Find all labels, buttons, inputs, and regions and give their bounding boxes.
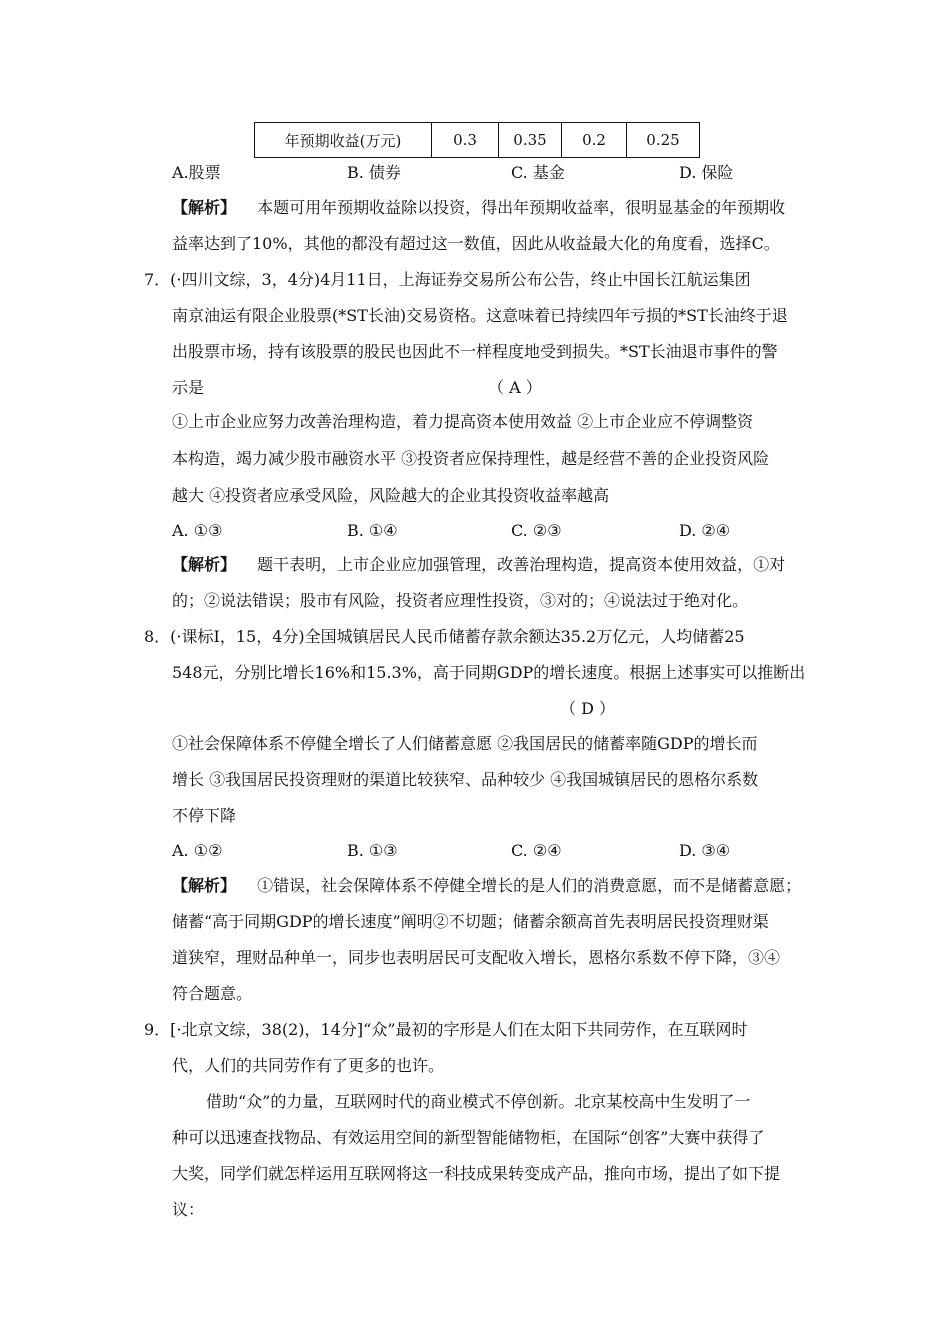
q7-answer: （ A ） (488, 378, 542, 397)
return-table (254, 122, 700, 158)
analysis-tag: 【解析】 (172, 555, 237, 574)
q7-statement-line: ①上市企业应努力改善治理构造，着力提高资本使用效益 ②上市企业应不停调整资 (172, 412, 754, 431)
q8-statement-line: ①社会保障体系不停健全增长了人们储蓄意愿 ②我国居民的储蓄率随GDP的增长而 (172, 734, 758, 753)
q6-option-d: D. 保险 (679, 163, 734, 182)
q8-option-a: A. ①② (172, 841, 223, 860)
table-cell: 0.3 (432, 123, 499, 158)
q8-option-b: B. ①③ (347, 841, 398, 860)
q9-passage-line: 借助“众”的力量，互联网时代的商业模式不停创新。北京某校高中生发明了一 (206, 1092, 751, 1111)
q7-option-d: D. ②④ (679, 521, 731, 540)
q7-option-a: A. ①③ (172, 521, 223, 540)
q8-option-c: C. ②④ (511, 841, 562, 860)
q7-analysis-line: 【解析】 题干表明，上市企业应加强管理，改善治理构造，提高资本使用效益，①对 (172, 555, 786, 574)
q8-answer: （ D ） (560, 699, 616, 718)
q7-stem-line: 南京油运有限企业股票(*ST长油)交易资格。这意味着已持续四年亏损的*ST长油终于退 (172, 306, 788, 325)
q7-stem-line: 7．(·四川文综，3，4分)4月11日，上海证券交易所公布公告，终止中国长江航运集团 (144, 270, 751, 289)
q7-analysis-line: 的；②说法错误；股市有风险，投资者应理性投资，③对的；④说法过于绝对化。 (172, 591, 749, 610)
q9-passage-line: 种可以迅速查找物品、有效运用空间的新型智能储物柜，在国际“创客”大赛中获得了 (172, 1128, 765, 1147)
q9-passage-line: 议： (172, 1200, 205, 1219)
q8-analysis-line: 【解析】 ①错误，社会保障体系不停健全增长的是人们的消费意愿，而不是储蓄意愿； (172, 876, 802, 895)
table-cell: 0.35 (499, 123, 562, 158)
q7-statement-line: 本构造，竭力减少股市融资水平 ③投资者应保持理性，越是经营不善的企业投资风险 (172, 449, 770, 468)
q8-stem-line: 8．(·课标Ⅰ，15，4分)全国城镇居民人民币储蓄存款余额达35.2万亿元，人均储蓄25 (144, 627, 745, 646)
q6-option-a: A.股票 (172, 163, 221, 182)
q9-stem-line: 代，人们的共同劳作有了更多的也许。 (172, 1056, 445, 1075)
table-cell: 0.25 (627, 123, 700, 158)
q7-stem-line: 出股票市场，持有该股票的股民也因此不一样程度地受到损失。*ST长油退市事件的警 (172, 342, 778, 361)
analysis-tag: 【解析】 (172, 198, 237, 217)
q6-analysis-line: 益率达到了10%，其他的都没有超过这一数值，因此从收益最大化的角度看，选择C。 (172, 234, 780, 253)
table-row (255, 123, 700, 158)
q6-analysis-line: 【解析】 本题可用年预期收益除以投资，得出年预期收益率，很明显基金的年预期收 (172, 198, 786, 217)
q8-stem-line: 548元，分别比增长16%和15.3%，高于同期GDP的增长速度。根据上述事实可以推断出 (172, 663, 806, 682)
q8-analysis-line: 道狭窄，理财品种单一，同步也表明居民可支配收入增长，恩格尔系数不停下降，③④ (172, 948, 781, 967)
q7-stem-line: 示是 (172, 378, 205, 397)
analysis-tag: 【解析】 (172, 876, 237, 895)
table-label-cell: 年预期收益(万元) (255, 123, 432, 158)
q9-passage-line: 大奖，同学们就怎样运用互联网将这一科技成果转变成产品，推向市场，提出了如下提 (172, 1164, 781, 1183)
q6-option-c: C. 基金 (511, 163, 565, 182)
q8-statement-line: 增长 ③我国居民投资理财的渠道比较狭窄、品种较少 ④我国城镇居民的恩格尔系数 (172, 770, 759, 789)
q8-option-d: D. ③④ (679, 841, 731, 860)
q6-option-b: B. 债券 (347, 163, 401, 182)
table-cell: 0.2 (562, 123, 627, 158)
q7-option-c: C. ②③ (511, 521, 562, 540)
q9-stem-line: 9．[·北京文综，38(2)，14分]“众”最初的字形是人们在太阳下共同劳作，在互联网时 (144, 1020, 748, 1039)
q8-analysis-line: 储蓄“高于同期GDP的增长速度”阐明②不切题；储蓄余额高首先表明居民投资理财渠 (172, 912, 769, 931)
q8-analysis-line: 符合题意。 (172, 984, 253, 1003)
q7-statement-line: 越大 ④投资者应承受风险，风险越大的企业其投资收益率越高 (172, 486, 610, 505)
q7-option-b: B. ①④ (347, 521, 398, 540)
q8-statement-line: 不停下降 (172, 806, 237, 825)
